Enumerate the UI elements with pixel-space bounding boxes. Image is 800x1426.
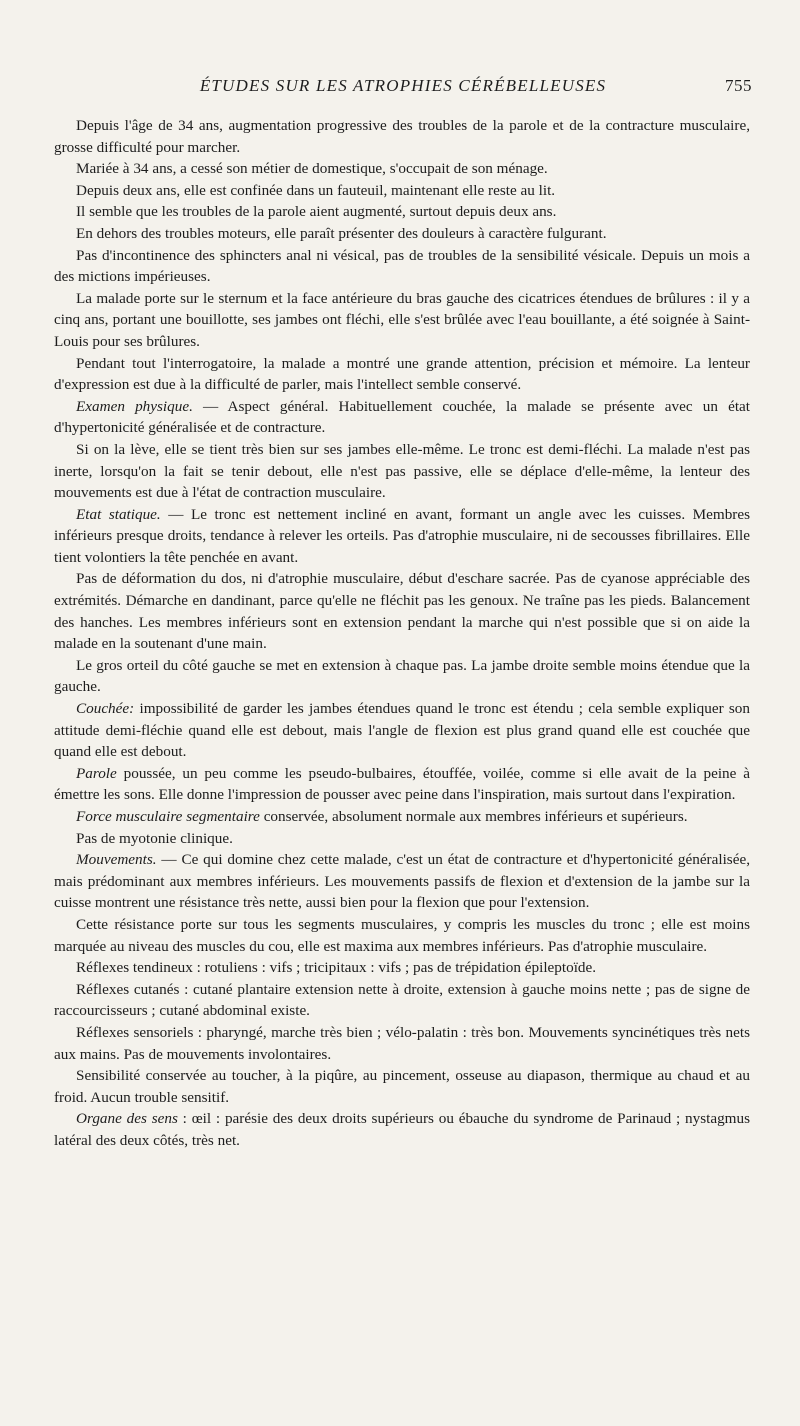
paragraph-lead: Etat statique. bbox=[76, 505, 161, 523]
paragraph bbox=[54, 1065, 750, 1108]
paragraph-text: Il semble que les troubles de la parole aient augmenté, surtout depuis deux ans. bbox=[76, 203, 557, 221]
paragraph bbox=[54, 288, 750, 353]
paragraph-text: : œil : parésie des deux droits supérieurs ou ébauche du syndrome de Parinaud ; nystagmus latéral des deux côtés, très net. bbox=[54, 1110, 750, 1149]
paragraph-text: poussée, un peu comme les pseudo-bulbaires, étouffée, voilée, comme si elle avait de la peine à émettre les sons. Elle donne l'impression de pousser avec peine dans l'inspiration, mais surtout dans l'expiration. bbox=[54, 764, 750, 804]
page-header bbox=[54, 76, 752, 102]
paragraph-lead: Force musculaire segmentaire bbox=[76, 808, 260, 825]
paragraph bbox=[54, 655, 750, 698]
paragraph bbox=[54, 223, 750, 245]
paragraph bbox=[54, 828, 750, 850]
paragraph-text: Cette résistance porte sur tous les segments musculaires, y compris les muscles du tronc ; elle est moins marquée au niveau des muscles du cou, elle est maxima aux membres inférieurs. Pas d'atrophie musculaire. bbox=[54, 915, 750, 955]
paragraph-text: Pas d'incontinence des sphincters anal ni vésical, pas de troubles de la sensibilité vésicale. Depuis un mois a des mictions impérieuses. bbox=[54, 246, 750, 286]
paragraph bbox=[54, 979, 750, 1022]
paragraph bbox=[54, 914, 750, 957]
paragraph-text: Réflexes tendineux : rotuliens : vifs ; tricipitaux : vifs ; pas de trépidation épileptoïde. bbox=[76, 959, 597, 977]
paragraph-text: Depuis deux ans, elle est confinée dans un fauteuil, maintenant elle reste au lit. bbox=[76, 181, 556, 199]
paragraph bbox=[54, 353, 750, 396]
paragraph-text: — Aspect général. Habituellement couchée, la malade se présente avec un état d'hypertonicité généralisée et de contracture. bbox=[54, 397, 750, 437]
paragraph-text: Si on la lève, elle se tient très bien sur ses jambes elle-même. Le tronc est demi-fléchi. La malade n'est pas inerte, lorsqu'on la fait se tenir debout, elle n'est pas passive, elle se déplace d'elle-même, la lenteur des mouvements est due à l'état de contraction musculaire. bbox=[54, 440, 750, 502]
paragraph-lead: Couchée: bbox=[76, 700, 135, 718]
paragraph-text: Mariée à 34 ans, a cessé son métier de domestique, s'occupait de son ménage. bbox=[76, 160, 548, 178]
paragraph bbox=[54, 504, 750, 569]
paragraph-text: Réflexes sensoriels : pharyngé, marche très bien ; vélo-palatin : très bon. Mouvements syncinétiques très nets aux mains. Pas de mouvements involontaires. bbox=[54, 1023, 750, 1063]
paragraph-text: Réflexes cutanés : cutané plantaire extension nette à droite, extension à gauche moins nette ; pas de signe de raccourcisseurs ; cutané abdominal existe. bbox=[54, 980, 750, 1020]
page-number: 755 bbox=[725, 76, 752, 95]
paragraph-lead: Organe des sens bbox=[76, 1110, 178, 1128]
paragraph bbox=[54, 439, 750, 504]
paragraph bbox=[54, 201, 750, 223]
paragraph-text: Sensibilité conservée au toucher, à la piqûre, au pincement, osseuse au diapason, thermique au chaud et au froid. Aucun trouble sensitif. bbox=[54, 1067, 750, 1106]
paragraph-text: La malade porte sur le sternum et la face antérieure du bras gauche des cicatrices étendues de brûlures : il y a cinq ans, portant une bouillotte, ses jambes ont fléchi, elle s'est brûlée avec l'eau bouillante, a été soignée à Saint-Louis pour ses brûlures. bbox=[54, 289, 750, 350]
paragraph-text: En dehors des troubles moteurs, elle paraît présenter des douleurs à caractère fulgurant. bbox=[76, 224, 607, 242]
paragraph bbox=[54, 115, 750, 158]
paragraph-text: conservée, absolument normale aux membres inférieurs et supérieurs. bbox=[259, 808, 688, 825]
body-text bbox=[54, 115, 750, 1152]
paragraph bbox=[54, 568, 750, 654]
paragraph-lead: Parole bbox=[76, 764, 117, 782]
running-title: ÉTUDES SUR LES ATROPHIES CÉRÉBELLEUSES bbox=[199, 76, 607, 95]
paragraph-text: — Ce qui domine chez cette malade, c'est un état de contracture et d'hypertonicité généralisée, mais prédominant aux membres inférieurs. Les mouvements passifs de flexion et d'extension de la jambe sur la cuisse montrent une résistance très nette, aussi bien pour la flexion que pour l'extension. bbox=[54, 851, 750, 912]
paragraph bbox=[54, 957, 750, 979]
paragraph bbox=[54, 180, 750, 202]
paragraph-text: Depuis l'âge de 34 ans, augmentation progressive des troubles de la parole et de la contracture musculaire, grosse difficulté pour marcher. bbox=[54, 117, 750, 156]
paragraph bbox=[54, 849, 750, 914]
paragraph bbox=[54, 1108, 750, 1151]
paragraph-text: Le gros orteil du côté gauche se met en extension à chaque pas. La jambe droite semble moins étendue que la gauche. bbox=[54, 656, 750, 696]
paragraph-text: Pas de déformation du dos, ni d'atrophie musculaire, début d'eschare sacrée. Pas de cyanose appréciable des extrémités. Démarche en dandinant, parce qu'elle ne fléchit pas les genoux. Ne traîne pas les pieds. Balancement des hanches. Les membres inférieurs sont en extension pendant la marche qui n'est possible que si on aide la malade en la soutenant d'une main. bbox=[54, 570, 750, 653]
paragraph bbox=[54, 158, 750, 180]
paragraph bbox=[54, 396, 750, 439]
paragraph-lead: Mouvements. bbox=[76, 851, 157, 869]
paragraph-text: Pas de myotonie clinique. bbox=[76, 829, 233, 847]
paragraph bbox=[54, 763, 750, 806]
paragraph bbox=[54, 806, 750, 828]
paragraph bbox=[54, 245, 750, 288]
paragraph-text: Pendant tout l'interrogatoire, la malade a montré une grande attention, précision et mémoire. La lenteur d'expression est due à la difficulté de parler, mais l'intellect semble conservé. bbox=[54, 354, 750, 394]
paragraph-text: — Le tronc est nettement incliné en avant, formant un angle avec les cuisses. Membres inférieurs presque droits, tendance à relever les orteils. Pas d'atrophie musculaire, ni de secousses fibrillaires. Elle tient volontiers la tête penchée en avant. bbox=[54, 505, 750, 566]
paragraph bbox=[54, 1022, 750, 1065]
paragraph-lead: Examen physique. bbox=[76, 397, 193, 415]
paragraph-text: impossibilité de garder les jambes étendues quand le tronc est étendu ; cela semble expliquer son attitude demi-fléchie quand elle est debout, mais l'angle de flexion est plus grand quand elle est couchée que quand elle est debout. bbox=[54, 700, 750, 761]
paragraph bbox=[54, 698, 750, 763]
